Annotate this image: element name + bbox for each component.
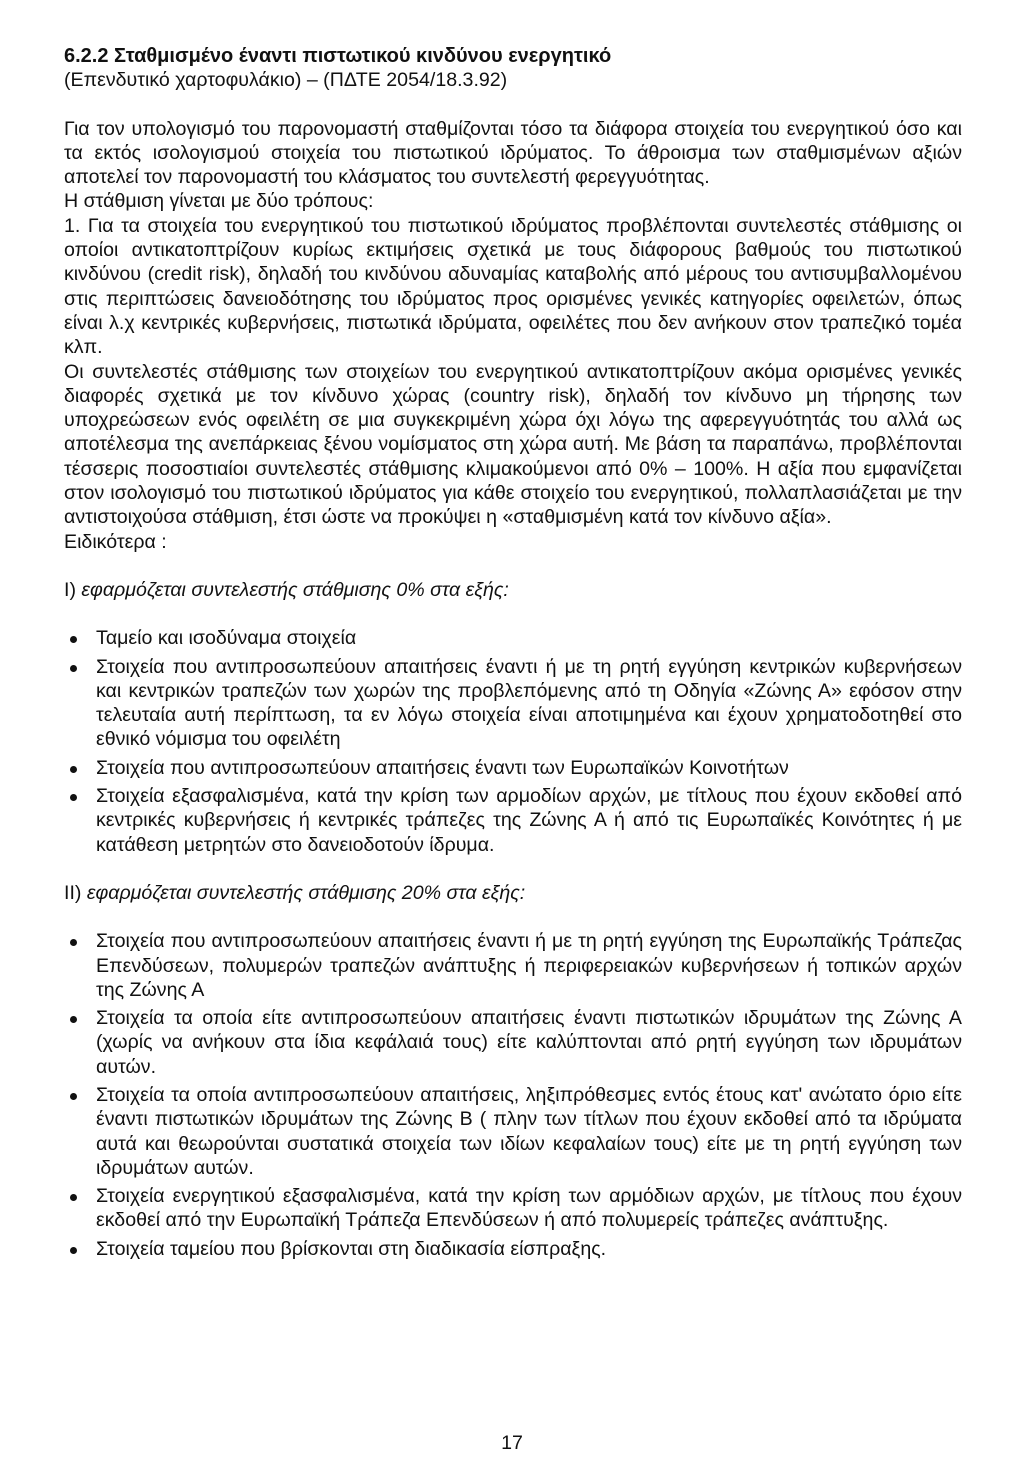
list-item: Στοιχεία τα οποία αντιπροσωπεύουν απαιτήσεις, ληξιπρόθεσμες εντός έτους κατ' ανώτατο όριο είτε έναντι πιστωτικών ιδρυμάτων της Ζώνης Β ( πλην των τίτλων που έχουν εκδοθεί από τα ιδρύματα αυτά και θεωρούνται συστατικά στοιχεία των ιδίων κεφαλαίων τους) είτε με τη ρητή εγγύηση των ιδρυμάτων αυτών.: [64, 1083, 962, 1180]
page-number: 17: [501, 1432, 523, 1454]
weighting-0-label: εφαρμόζεται συντελεστής στάθμισης 0% στα εξής:: [81, 578, 509, 601]
intro-paragraph-3: 1. Για τα στοιχεία του ενεργητικού του πιστωτικού ιδρύματος προβλέπονται συντελεστές στάθμισης οι οποίοι αντικατοπτρίζουν κυρίως εκτιμήσεις σχετικά με τους διάφορους βαθμούς του πιστωτικού κινδύνου (credit risk), δηλαδή του κινδύνου αδυναμίας καταβολής από μέρους του αντισυμβαλλομένου στις περιπτώσεις δανειοδότησης του ιδρύματος προς ορισμένες γενικές κατηγορίες οφειλετών, όπως είναι λ.χ κεντρικές κυβερνήσεις, πιστωτικά ιδρύματα, οφειλέτες που δεν ανήκουν στον τραπεζικό τομέα κλπ.: [64, 214, 962, 359]
weighting-20-heading: [64, 881, 962, 905]
weighting-20-label: εφαρμόζεται συντελεστής στάθμισης 20% στα εξής:: [86, 881, 526, 904]
intro-paragraph-1: Για τον υπολογισμό του παρονομαστή σταθμίζονται τόσο τα διάφορα στοιχεία του ενεργητικού όσο και τα εκτός ισολογισμού στοιχεία του πιστωτικού ιδρύματος. Το άθροισμα των σταθμισμένων αξιών αποτελεί τον παρονομαστή του κλάσματος του συντελεστή φερεγγυότητας.: [64, 117, 962, 189]
weighting-0-list: [64, 626, 962, 857]
bullet-icon: [70, 1247, 77, 1254]
weighting-20-number: ΙΙ): [64, 881, 82, 904]
bullet-icon: [70, 766, 77, 773]
bullet-icon: [70, 939, 77, 946]
list-item: Στοιχεία που αντιπροσωπεύουν απαιτήσεις έναντι ή με τη ρητή εγγύηση κεντρικών κυβερνήσεων και κεντρικών τραπεζών των χωρών της προβλεπόμενης από τη Οδηγία «Ζώνης Α» εφόσον στην τελευταία αυτή περίπτωση, τα εν λόγω στοιχεία είναι αποτιμημένα και έχουν χρηματοδοτηθεί στο εθνικό νόμισμα του οφειλέτη: [64, 655, 962, 752]
list-item: Στοιχεία εξασφαλισμένα, κατά την κρίση των αρμοδίων αρχών, με τίτλους που έχουν εκδοθεί από κεντρικές κυβερνήσεις ή κεντρικές τράπεζες της Ζώνης Α ή από τις Ευρωπαϊκές Κοινότητες ή με κατάθεση μετρητών στο δανειοδοτούν ίδρυμα.: [64, 784, 962, 857]
bullet-icon: [70, 794, 77, 801]
bullet-icon: [70, 1093, 77, 1100]
weighting-0-heading: [64, 578, 962, 602]
section-title: 6.2.2 Σταθμισμένο έναντι πιστωτικού κινδύνου ενεργητικό: [64, 45, 612, 67]
intro-paragraph-4: Οι συντελεστές στάθμισης των στοιχείων του ενεργητικού αντικατοπτρίζουν ακόμα ορισμένες γενικές διαφορές σχετικά με τον κίνδυνο χώρας (country risk), δηλαδή τον κίνδυνο μη τήρησης των υποχρεώσεων ενός οφειλέτη σε μια συγκεκριμένη χώρα όχι λόγω της αφερεγγυότητάς του αλλά ως αποτέλεσμα της ανεπάρκειας ξένου νομίσματος στη χώρα αυτή. Με βάση τα παραπάνω, προβλέπονται τέσσερις ποσοστιαίοι συντελεστές στάθμισης κλιμακούμενοι από 0% – 100%. Η αξία που εμφανίζεται στον ισολογισμό του πιστωτικού ιδρύματος για κάθε στοιχείο του ενεργητικού, πολλαπλασιάζεται με την αντιστοιχούσα στάθμιση, έτσι ώστε να προκύψει η «σταθμισμένη κατά τον κίνδυνο αξία».: [64, 360, 962, 529]
intro-paragraph-2: Η στάθμιση γίνεται με δύο τρόπους:: [64, 190, 374, 213]
bullet-icon: [70, 636, 77, 643]
list-item: Ταμείο και ισοδύναμα στοιχεία: [64, 626, 962, 650]
section-subtitle: (Επενδυτικό χαρτοφυλάκιο) – (ΠΔΤΕ 2054/18.3.92): [64, 69, 508, 92]
bullet-icon: [70, 665, 77, 672]
list-item: Στοιχεία ενεργητικού εξασφαλισμένα, κατά την κρίση των αρμόδιων αρχών, με τίτλους που έχουν εκδοθεί από την Ευρωπαϊκή Τράπεζα Επενδύσεων ή από πολυμερείς τράπεζες ανάπτυξης.: [64, 1184, 962, 1233]
weighting-0-number: Ι): [64, 578, 76, 601]
bullet-icon: [70, 1016, 77, 1023]
document-page: [64, 44, 962, 1285]
list-item: Στοιχεία ταμείου που βρίσκονται στη διαδικασία είσπραξης.: [64, 1237, 962, 1261]
list-item: Στοιχεία που αντιπροσωπεύουν απαιτήσεις έναντι των Ευρωπαϊκών Κοινοτήτων: [64, 756, 962, 780]
weighting-20-list: [64, 929, 962, 1261]
bullet-icon: [70, 1194, 77, 1201]
intro-paragraph-5: Ειδικότερα :: [64, 530, 167, 553]
list-item: Στοιχεία που αντιπροσωπεύουν απαιτήσεις έναντι ή με τη ρητή εγγύηση της Ευρωπαϊκής Τράπεζας Επενδύσεων, πολυμερών τραπεζών ανάπτυξης ή περιφερειακών κυβερνήσεων ή τοπικών αρχών της Ζώνης Α: [64, 929, 962, 1002]
list-item: Στοιχεία τα οποία είτε αντιπροσωπεύουν απαιτήσεις έναντι πιστωτικών ιδρυμάτων της Ζώνης Α (χωρίς να ανήκουν στα ίδια κεφάλαιά τους) είτε καλύπτονται από ρητή εγγύηση των ιδρυμάτων αυτών.: [64, 1006, 962, 1079]
